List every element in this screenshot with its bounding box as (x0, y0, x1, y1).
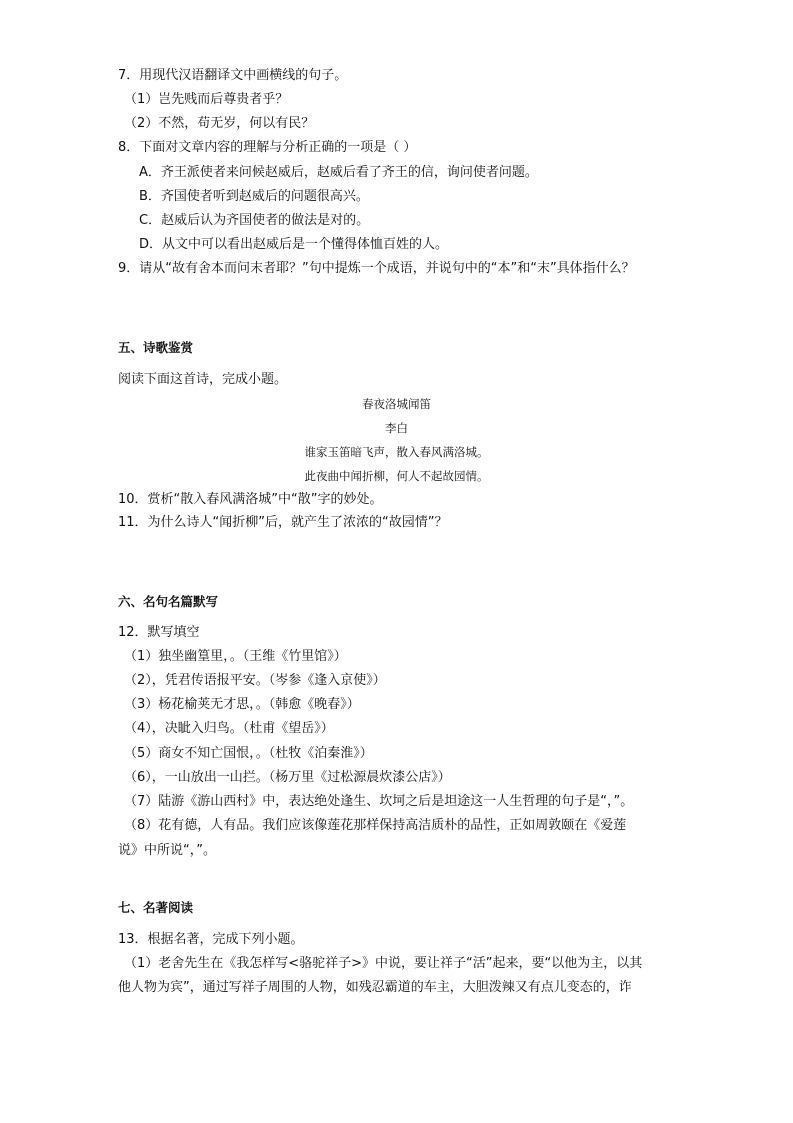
dictation-item-8: （8）花有德，人有品。我们应该像莲花那样保持高洁质朴的品性，正如周敦颐在《爱莲 (124, 818, 627, 833)
poem-title: 春夜洛城闻笛 (362, 397, 431, 411)
question-7-item-2: （2）不然，苟无岁，何以有民？ (124, 116, 315, 131)
dictation-item-8-continued: 说》中所说“，”。 (118, 843, 216, 858)
section-5-intro: 阅读下面这首诗，完成小题。 (118, 372, 288, 387)
dictation-item-2: （2），凭君传语报平安。（岑参《逢入京使》） (124, 673, 386, 688)
question-11-stem: 11．为什么诗人“闻折柳”后，就产生了浓浓的“故园情”？ (118, 515, 448, 530)
classic-reading-line-2: 他人物为宾”，通过写祥子周围的人物，如残忍霸道的车主，大胆泼辣又有点儿变态的，诈 (118, 980, 632, 995)
dictation-item-3: （3）杨花榆荚无才思，。（韩愈《晚春》） (124, 697, 360, 712)
question-8-option-d: D．从文中可以看出赵威后是一个懂得体恤百姓的人。 (139, 237, 449, 252)
question-8-option-c: C．赵威后认为齐国使者的做法是对的。 (139, 213, 370, 228)
poem-line-2: 此夜曲中闻折柳，何人不起故园情。 (304, 469, 489, 483)
question-12-stem: 12．默写填空 (118, 625, 200, 640)
dictation-item-6: （6），一山放出一山拦。（杨万里《过松源晨炊漆公店》） (124, 770, 451, 785)
question-10-stem: 10．赏析“散入春风满洛城”中“散”字的妙处。 (118, 492, 383, 507)
poem-author: 李白 (385, 421, 408, 435)
section-6-heading: 六、名句名篇默写 (118, 594, 219, 609)
question-8-option-b: B．齐国使者听到赵威后的问题很高兴。 (139, 189, 369, 204)
dictation-item-4: （4），决眦入归鸟。（杜甫《望岳》） (124, 721, 334, 736)
dictation-item-1: （1）独坐幽篁里，。（王维《竹里馆》） (124, 649, 347, 664)
poem-line-1: 谁家玉笛暗飞声，散入春风满洛城。 (304, 445, 489, 459)
question-7-stem: 7．用现代汉语翻译文中画横线的句子。 (118, 68, 348, 83)
classic-reading-line-1: （1）老舍先生在《我怎样写<骆驼祥子>》中说，要让祥子“活”起来，要“以他为主，以其 (124, 956, 643, 971)
question-8-stem: 8．下面对文章内容的理解与分析正确的一项是（ ） (118, 140, 417, 155)
question-13-stem: 13．根据名著，完成下列小题。 (118, 932, 304, 947)
question-8-option-a: A．齐王派使者来问候赵威后，赵威后看了齐王的信，询问使者问题。 (139, 165, 538, 180)
question-7-item-1: （1）岂先贱而后尊贵者乎？ (124, 92, 289, 107)
section-7-heading: 七、名著阅读 (118, 900, 194, 915)
question-9-stem: 9．请从“故有舍本而问末者耶？”句中提炼一个成语，并说句中的“本”和“末”具体指什么？ (118, 261, 635, 276)
section-5-heading: 五、诗歌鉴赏 (118, 340, 194, 355)
dictation-item-5: （5）商女不知亡国恨，。（杜牧《泊秦淮》） (124, 746, 373, 761)
dictation-item-7: （7）陆游《游山西村》中，表达绝处逢生、坎坷之后是坦途这一人生哲理的句子是“，”。 (124, 794, 634, 809)
